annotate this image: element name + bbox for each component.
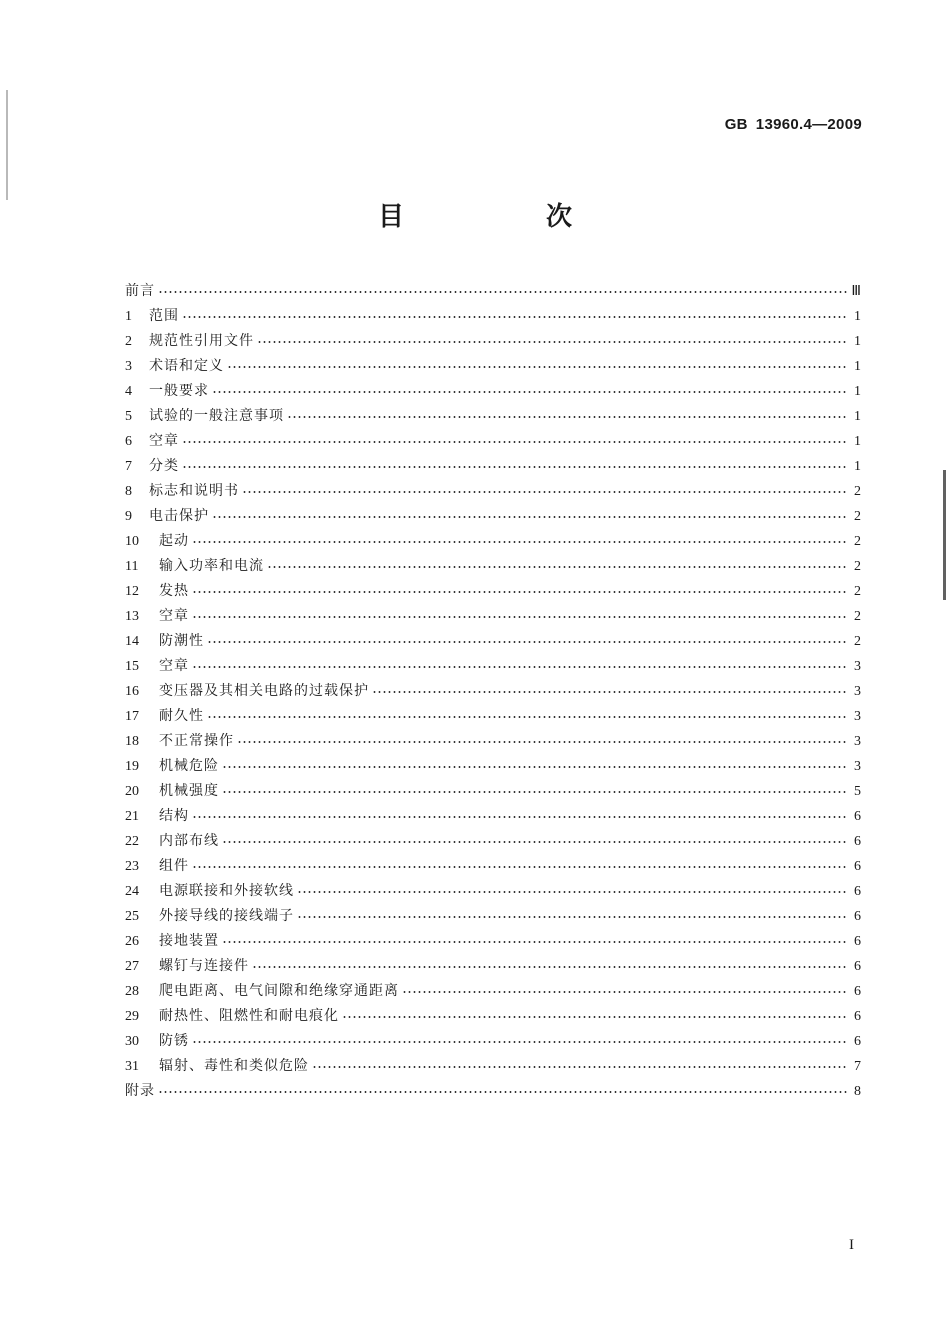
toc-entry[interactable] [125, 454, 861, 479]
toc-dot-leader [192, 858, 848, 872]
toc-entry-label: 耐热性、阻燃性和耐电痕化 [159, 1008, 339, 1024]
toc-entry[interactable] [125, 829, 861, 854]
toc-entry-label: 耐久性 [159, 708, 204, 724]
toc-entry-label: 辐射、毒性和类似危险 [159, 1058, 309, 1074]
toc-entry-page: 2 [854, 559, 861, 574]
toc-entry-label: 空章 [159, 608, 189, 624]
toc-entry[interactable] [125, 854, 861, 879]
toc-entry-page: 6 [854, 859, 861, 874]
toc-dot-leader [192, 808, 848, 822]
toc-dot-leader [182, 308, 848, 322]
toc-entry-label: 试验的一般注意事项 [149, 408, 284, 424]
toc-entry-label: 前言 [125, 283, 155, 299]
toc-entry-number: 10 [125, 534, 139, 549]
toc-dot-leader [182, 433, 848, 447]
toc-entry-label: 标志和说明书 [149, 483, 239, 499]
toc-entry[interactable] [125, 654, 861, 679]
toc-entry-label: 发热 [159, 583, 189, 599]
toc-entry-page: 1 [854, 359, 861, 374]
toc-entry[interactable] [125, 929, 861, 954]
toc-entry[interactable] [125, 754, 861, 779]
toc-dot-leader [297, 908, 848, 922]
toc-entry-page: 6 [854, 834, 861, 849]
toc-entry-page: 7 [854, 1059, 861, 1074]
standard-prefix: GB [724, 116, 748, 133]
toc-dot-leader [222, 833, 848, 847]
toc-entry-label: 机械强度 [159, 783, 219, 799]
toc-entry-number: 1 [125, 309, 132, 324]
toc-entry-label: 电击保护 [149, 508, 209, 524]
toc-entry-number: 3 [125, 359, 132, 374]
toc-entry-number: 18 [125, 734, 139, 749]
toc-entry-page: 1 [854, 409, 861, 424]
toc-dot-leader [342, 1008, 848, 1022]
toc-entry-label: 电源联接和外接软线 [159, 883, 294, 899]
toc-entry[interactable] [125, 1004, 861, 1029]
toc-entry[interactable] [125, 879, 861, 904]
toc-entry-number: 13 [125, 609, 139, 624]
toc-entry[interactable] [125, 1029, 861, 1054]
toc-dot-leader [158, 283, 848, 297]
toc-entry-number: 30 [125, 1034, 139, 1049]
toc-entry-page: 3 [854, 709, 861, 724]
toc-entry-page: 6 [854, 984, 861, 999]
toc-dot-leader [192, 658, 848, 672]
toc-entry-page: 6 [854, 884, 861, 899]
toc-entry-page: 6 [854, 959, 861, 974]
toc-entry-label: 防锈 [159, 1033, 189, 1049]
toc-dot-leader [402, 983, 848, 997]
toc-dot-leader [372, 683, 848, 697]
toc-entry[interactable] [125, 429, 861, 454]
toc-entry-number: 22 [125, 834, 139, 849]
toc-entry-number: 24 [125, 884, 139, 899]
toc-entry-number: 25 [125, 909, 139, 924]
toc-entry[interactable] [125, 529, 861, 554]
page-number: I [849, 1237, 854, 1253]
standard-number: 13960.4—2009 [755, 116, 862, 133]
toc-entry[interactable] [125, 304, 861, 329]
toc-entry[interactable] [125, 604, 861, 629]
toc-entry-number: 23 [125, 859, 139, 874]
toc-entry-page: 8 [854, 1084, 861, 1099]
toc-entry-page: 5 [854, 784, 861, 799]
toc-entry[interactable] [125, 379, 861, 404]
toc-dot-leader [182, 458, 848, 472]
toc-entry-page: 1 [854, 309, 861, 324]
toc-entry-page: 1 [854, 434, 861, 449]
toc-entry-number: 4 [125, 384, 132, 399]
toc-entry-label: 规范性引用文件 [149, 333, 254, 349]
table-of-contents [125, 279, 861, 1104]
toc-entry-label: 分类 [149, 458, 179, 474]
toc-dot-leader [252, 958, 848, 972]
toc-dot-leader [242, 483, 848, 497]
toc-entry-label: 接地装置 [159, 933, 219, 949]
toc-entry-number: 16 [125, 684, 139, 699]
toc-entry-page: 2 [854, 534, 861, 549]
toc-dot-leader [257, 333, 848, 347]
toc-dot-leader [267, 558, 848, 572]
toc-entry-label: 范围 [149, 308, 179, 324]
toc-entry-label: 术语和定义 [149, 358, 224, 374]
toc-dot-leader [192, 583, 848, 597]
toc-entry-page: 6 [854, 809, 861, 824]
toc-dot-leader [222, 783, 848, 797]
toc-entry-number: 26 [125, 934, 139, 949]
toc-entry[interactable] [125, 479, 861, 504]
toc-entry-label: 空章 [159, 658, 189, 674]
toc-entry-page: 6 [854, 934, 861, 949]
toc-dot-leader [207, 633, 848, 647]
toc-entry-number: 20 [125, 784, 139, 799]
toc-entry-page: 1 [854, 334, 861, 349]
toc-entry-page: 6 [854, 1009, 861, 1024]
toc-dot-leader [192, 533, 848, 547]
toc-entry-number: 11 [125, 559, 139, 574]
toc-entry[interactable] [125, 979, 861, 1004]
toc-entry-number: 28 [125, 984, 139, 999]
toc-entry-label: 螺钉与连接件 [159, 958, 249, 974]
toc-entry-label: 内部布线 [159, 833, 219, 849]
toc-entry-page: Ⅲ [851, 284, 861, 299]
toc-entry-label: 机械危险 [159, 758, 219, 774]
toc-entry[interactable] [125, 1054, 861, 1079]
toc-entry-page: 2 [854, 609, 861, 624]
toc-entry-page: 3 [854, 759, 861, 774]
toc-entry[interactable] [125, 904, 861, 929]
toc-entry-number: 8 [125, 484, 132, 499]
toc-entry[interactable] [125, 329, 861, 354]
toc-dot-leader [222, 933, 848, 947]
toc-entry-number: 7 [125, 459, 132, 474]
toc-entry-page: 2 [854, 484, 861, 499]
toc-entry-page: 1 [854, 384, 861, 399]
toc-dot-leader [207, 708, 848, 722]
toc-entry-number: 19 [125, 759, 139, 774]
toc-dot-leader [222, 758, 848, 772]
toc-dot-leader [212, 383, 848, 397]
toc-entry-page: 2 [854, 509, 861, 524]
toc-entry-label: 外接导线的接线端子 [159, 908, 294, 924]
toc-entry[interactable] [125, 679, 861, 704]
toc-entry-label: 输入功率和电流 [159, 558, 264, 574]
toc-entry-number: 5 [125, 409, 132, 424]
toc-entry-page: 3 [854, 684, 861, 699]
toc-dot-leader [212, 508, 848, 522]
toc-entry-label: 变压器及其相关电路的过载保护 [159, 683, 369, 699]
toc-entry-page: 2 [854, 584, 861, 599]
toc-entry[interactable] [125, 279, 861, 304]
toc-entry[interactable] [125, 779, 861, 804]
toc-entry[interactable] [125, 354, 861, 379]
toc-entry-number: 27 [125, 959, 139, 974]
toc-entry-number: 14 [125, 634, 139, 649]
toc-entry-label: 起动 [159, 533, 189, 549]
toc-entry-label: 空章 [149, 433, 179, 449]
toc-entry[interactable] [125, 629, 861, 654]
toc-entry-page: 6 [854, 909, 861, 924]
standard-code [725, 116, 862, 133]
toc-entry[interactable] [125, 554, 861, 579]
toc-entry[interactable] [125, 1079, 861, 1104]
toc-dot-leader [192, 1033, 848, 1047]
toc-entry-page: 2 [854, 634, 861, 649]
toc-entry-number: 29 [125, 1009, 139, 1024]
toc-entry-page: 6 [854, 1034, 861, 1049]
toc-entry-page: 3 [854, 659, 861, 674]
toc-entry[interactable] [125, 404, 861, 429]
toc-entry-label: 爬电距离、电气间隙和绝缘穿通距离 [159, 983, 399, 999]
toc-dot-leader [287, 408, 848, 422]
scan-edge-left [6, 90, 8, 200]
toc-entry-label: 一般要求 [149, 383, 209, 399]
toc-entry-label: 结构 [159, 808, 189, 824]
toc-entry-label: 组件 [159, 858, 189, 874]
toc-entry-label: 附录 [125, 1083, 155, 1099]
toc-entry-label: 不正常操作 [159, 733, 234, 749]
toc-entry[interactable] [125, 704, 861, 729]
toc-entry[interactable] [125, 504, 861, 529]
toc-entry[interactable] [125, 804, 861, 829]
page-title: 目 次 [377, 202, 630, 232]
toc-dot-leader [312, 1058, 848, 1072]
toc-entry-number: 31 [125, 1059, 139, 1074]
toc-dot-leader [192, 608, 848, 622]
toc-dot-leader [297, 883, 848, 897]
toc-entry-number: 21 [125, 809, 139, 824]
toc-entry-number: 9 [125, 509, 132, 524]
toc-entry-number: 6 [125, 434, 132, 449]
toc-dot-leader [227, 358, 848, 372]
toc-entry-number: 12 [125, 584, 139, 599]
scan-edge-right [943, 470, 946, 600]
toc-dot-leader [158, 1083, 848, 1097]
toc-entry-number: 2 [125, 334, 132, 349]
toc-dot-leader [237, 733, 848, 747]
toc-entry-page: 1 [854, 459, 861, 474]
toc-entry-page: 3 [854, 734, 861, 749]
toc-entry[interactable] [125, 579, 861, 604]
toc-entry[interactable] [125, 954, 861, 979]
toc-entry-number: 15 [125, 659, 139, 674]
toc-entry-label: 防潮性 [159, 633, 204, 649]
toc-entry-number: 17 [125, 709, 139, 724]
toc-entry[interactable] [125, 729, 861, 754]
